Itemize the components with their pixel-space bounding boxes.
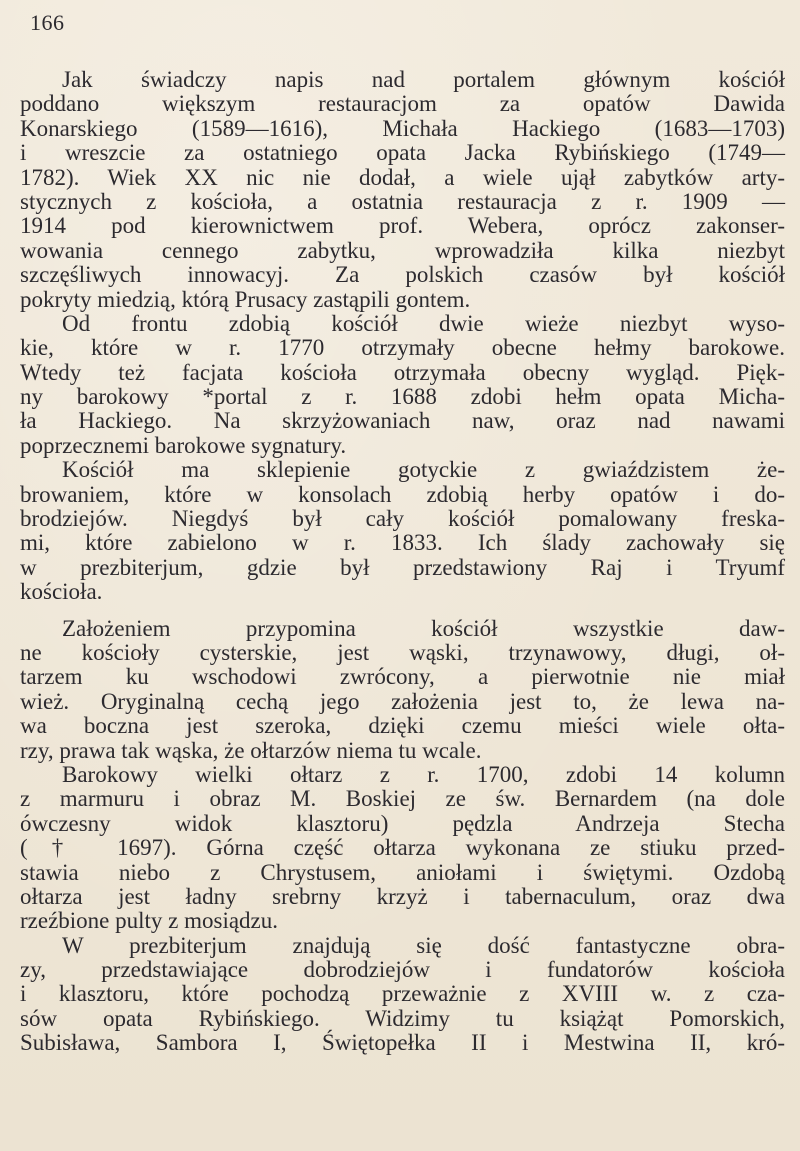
text-line: Kościół ma sklepienie gotyckie z gwiaździstem że-: [62, 457, 785, 483]
text-line: kościoła.: [20, 579, 103, 605]
text-line: Wtedy też facjata kościoła otrzymała obecny wygląd. Pięk-: [20, 359, 785, 385]
text-line: ówczesny widok klasztoru) pędzla Andrzeja Stecha: [20, 810, 785, 836]
paragraph: [20, 312, 785, 458]
paragraph: [20, 763, 785, 934]
text-line: ołtarza jest ładny srebrny krzyż i tabernaculum, oraz dwa: [20, 883, 785, 909]
paragraph: [20, 934, 785, 1056]
text-line: Założeniem przypomina kościół wszystkie daw-: [62, 615, 785, 641]
paragraph-gap: [20, 605, 785, 617]
text-line: rzeźbione pulty z mosiądzu.: [20, 908, 279, 934]
text-line: kie, które w r. 1770 otrzymały obecne hełmy barokowe.: [20, 335, 785, 361]
text-line: tarzem ku wschodowi zwrócony, a pierwotnie nie miał: [20, 664, 785, 690]
text-line: zy, przedstawiające dobrodziejów i fundatorów kościoła: [20, 957, 785, 983]
text-line: stycznych z kościoła, a ostatnia restauracja z r. 1909 —: [20, 188, 785, 214]
text-line: rzy, prawa tak wąska, że ołtarzów niema tu wcale.: [20, 737, 482, 763]
text-line: w prezbiterjum, gdzie był przedstawiony Raj i Tryumf: [20, 554, 785, 580]
text-line: Subisława, Sambora I, Świętopełka II i Mestwina II, kró-: [20, 1030, 785, 1056]
text-line: wa boczna jest szeroka, dzięki czemu mieści wiele ołta-: [20, 713, 785, 739]
text-line: W prezbiterjum znajdują się dość fantastyczne obra-: [62, 932, 785, 958]
text-line: Jak świadczy napis nad portalem głównym kościół: [62, 67, 785, 92]
text-line: 1914 pod kierownictwem prof. Webera, oprócz zakonser-: [20, 213, 785, 239]
text-line: i klasztoru, które pochodzą przeważnie z XVIII w. z cza-: [20, 981, 785, 1007]
text-line: poddano większym restauracjom za opatów Dawida: [20, 91, 785, 117]
paragraph: [20, 617, 785, 763]
text-line: († 1697). Górna część ołtarza wykonana ze stiuku przed-: [20, 835, 785, 861]
text-line: Konarskiego (1589—1616), Michała Hackiego (1683—1703): [20, 115, 785, 141]
text-line: Od frontu zdobią kościół dwie wieże niezbyt wyso-: [62, 310, 785, 336]
text-line: mi, które zabielono w r. 1833. Ich ślady zachowały się: [20, 530, 785, 556]
body-text: [20, 68, 785, 1056]
text-line: 1782). Wiek XX nic nie dodał, a wiele ujął zabytków arty-: [20, 164, 785, 190]
text-line: stawia niebo z Chrystusem, aniołami i świętymi. Ozdobą: [20, 859, 785, 885]
text-line: brodziejów. Niegdyś był cały kościół pomalowany freska-: [20, 506, 785, 532]
text-line: ne kościoły cysterskie, jest wąski, trzynawowy, długi, oł-: [20, 639, 785, 665]
paragraph: [20, 458, 785, 604]
text-line: i wreszcie za ostatniego opata Jacka Rybińskiego (1749—: [20, 140, 785, 166]
text-line: pokryty miedzią, którą Prusacy zastąpili gontem.: [20, 286, 471, 312]
text-line: wież. Oryginalną cechą jego założenia jest to, że lewa na-: [20, 688, 785, 714]
text-line: Barokowy wielki ołtarz z r. 1700, zdobi 14 kolumn: [62, 761, 785, 787]
text-line: z marmuru i obraz M. Boskiej ze św. Bernardem (na dole: [20, 786, 785, 812]
text-line: wowania cennego zabytku, wprowadziła kilka niezbyt: [20, 237, 785, 263]
paragraph: [20, 68, 785, 312]
text-line: poprzecznemi barokowe sygnatury.: [20, 432, 347, 458]
text-line: szczęśliwych innowacyj. Za polskich czasów był kościół: [20, 262, 785, 288]
text-line: browaniem, które w konsolach zdobią herby opatów i do-: [20, 481, 785, 507]
page-number: 166: [30, 10, 65, 35]
text-line: ny barokowy *portal z r. 1688 zdobi hełm opata Micha-: [20, 384, 785, 410]
text-line: sów opata Rybińskiego. Widzimy tu książąt Pomorskich,: [20, 1005, 785, 1031]
text-line: ła Hackiego. Na skrzyżowaniach naw, oraz nad nawami: [20, 408, 785, 434]
